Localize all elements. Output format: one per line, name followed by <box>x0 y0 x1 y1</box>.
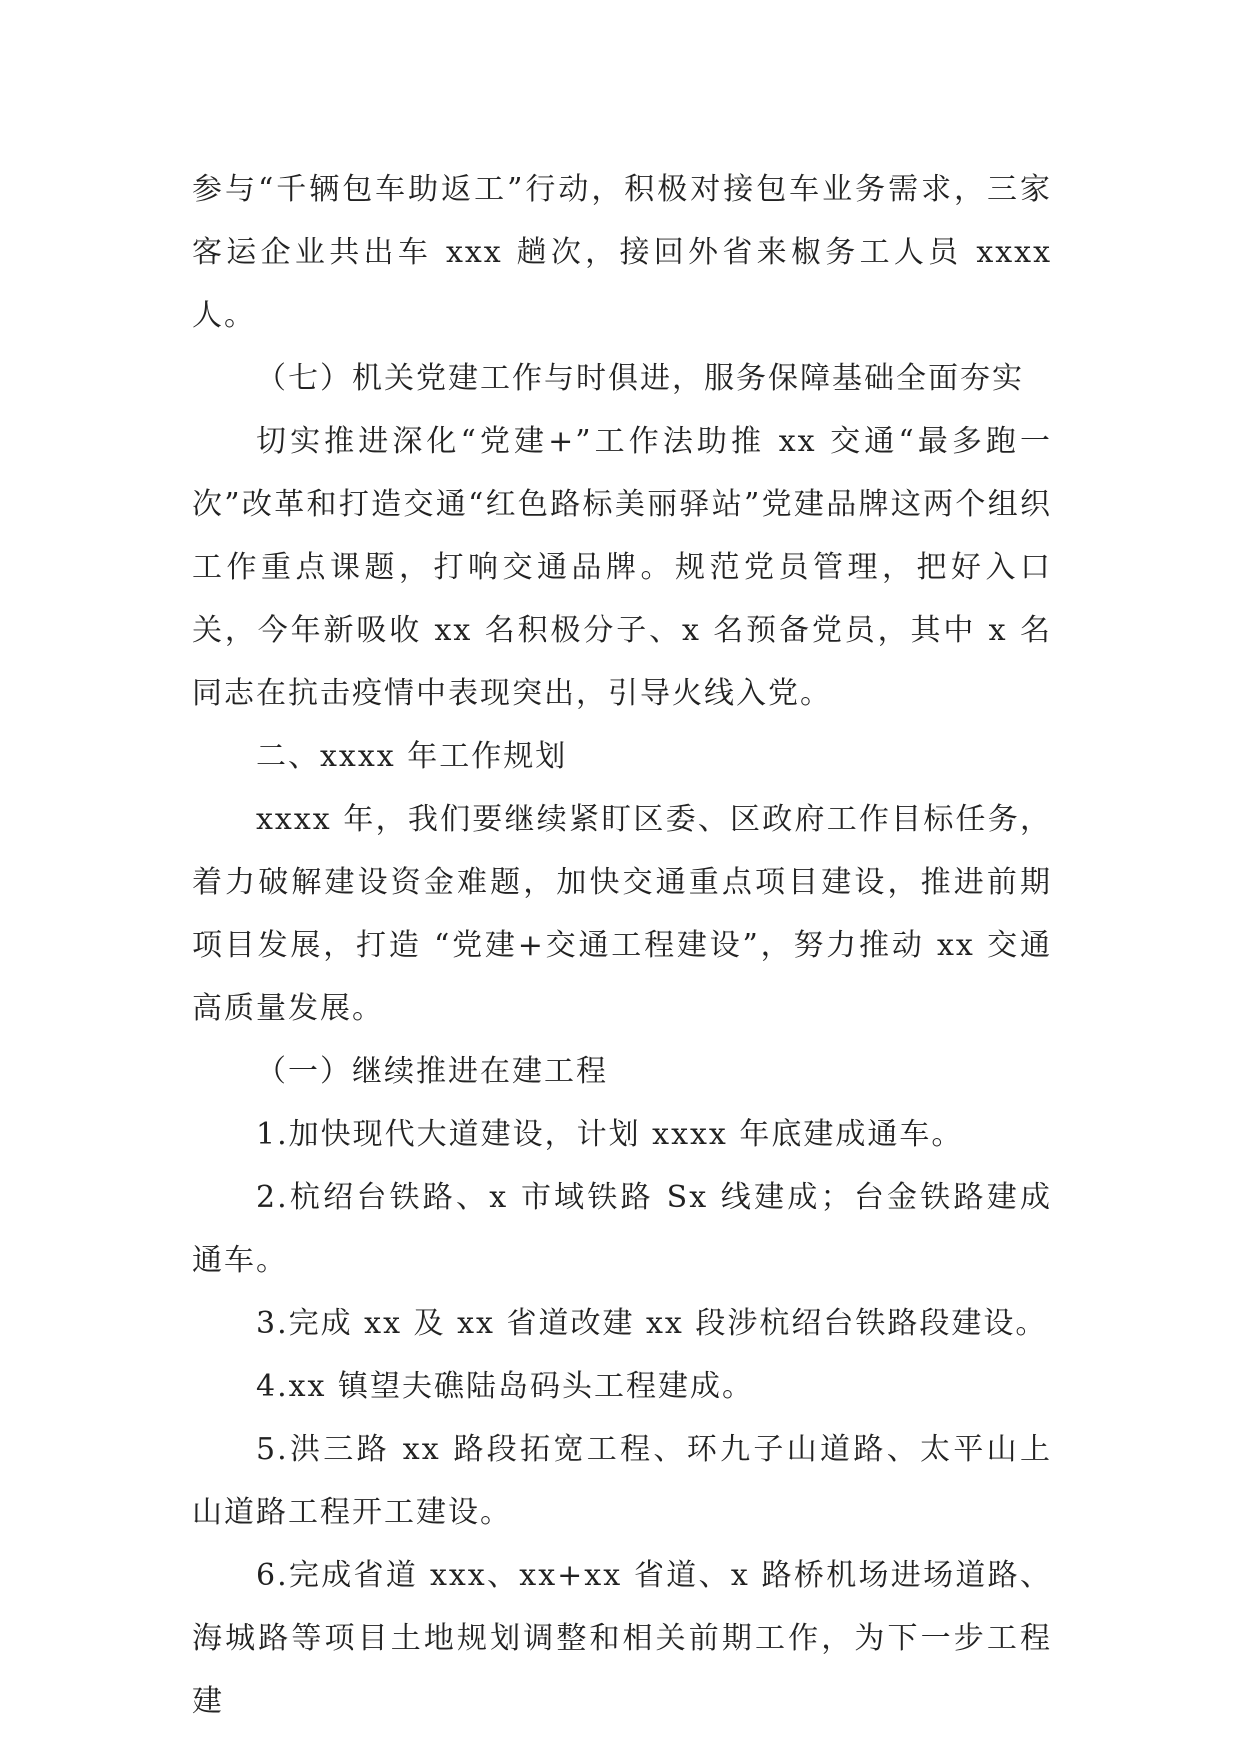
heading-party-building: （七）机关党建工作与时俱进，服务保障基础全面夯实 <box>256 361 1024 396</box>
list-item-1: 1.加快现代大道建设，计划 xxxx 年底建成通车。 <box>256 1117 964 1152</box>
paragraph-charter-bus: 参与“千辆包车助返工”行动，积极对接包车业务需求，三家客运企业共出车 xxx 趟次，接回外省来椒务工人员 xxxx 人。 <box>192 172 1052 333</box>
list-item-4: 4.xx 镇望夫礁陆岛码头工程建成。 <box>256 1369 754 1404</box>
paragraph-work-plan: xxxx 年，我们要继续紧盯区委、区政府工作目标任务，着力破解建设资金难题，加快交通重点项目建设，推进前期项目发展，打造 “党建+交通工程建设”，努力推动 xx 交通高质量发展。 <box>192 802 1052 1026</box>
list-item-5: 5.洪三路 xx 路段拓宽工程、环九子山道路、太平山上山道路工程开工建设。 <box>192 1432 1052 1530</box>
list-item-6: 6.完成省道 xxx、xx+xx 省道、x 路桥机场进场道路、海城路等项目土地规划调整和相关前期工作，为下一步工程建 <box>192 1558 1052 1719</box>
body-text <box>192 158 1052 1733</box>
paragraph-party-building: 切实推进深化“党建+”工作法助推 xx 交通“最多跑一次”改革和打造交通“红色路标美丽驿站”党建品牌这两个组织工作重点课题，打响交通品牌。规范党员管理，把好入口关，今年新吸收 xx 名积极分子、x 名预备党员，其中 x 名同志在抗击疫情中表现突出，引导火线入党。 <box>192 424 1052 711</box>
heading-work-plan: 二、xxxx 年工作规划 <box>256 739 568 774</box>
list-item-3: 3.完成 xx 及 xx 省道改建 xx 段涉杭绍台铁路段建设。 <box>256 1306 1048 1341</box>
heading-ongoing-projects: （一）继续推进在建工程 <box>256 1054 608 1089</box>
list-item-2: 2.杭绍台铁路、x 市域铁路 Sx 线建成；台金铁路建成通车。 <box>192 1180 1052 1278</box>
